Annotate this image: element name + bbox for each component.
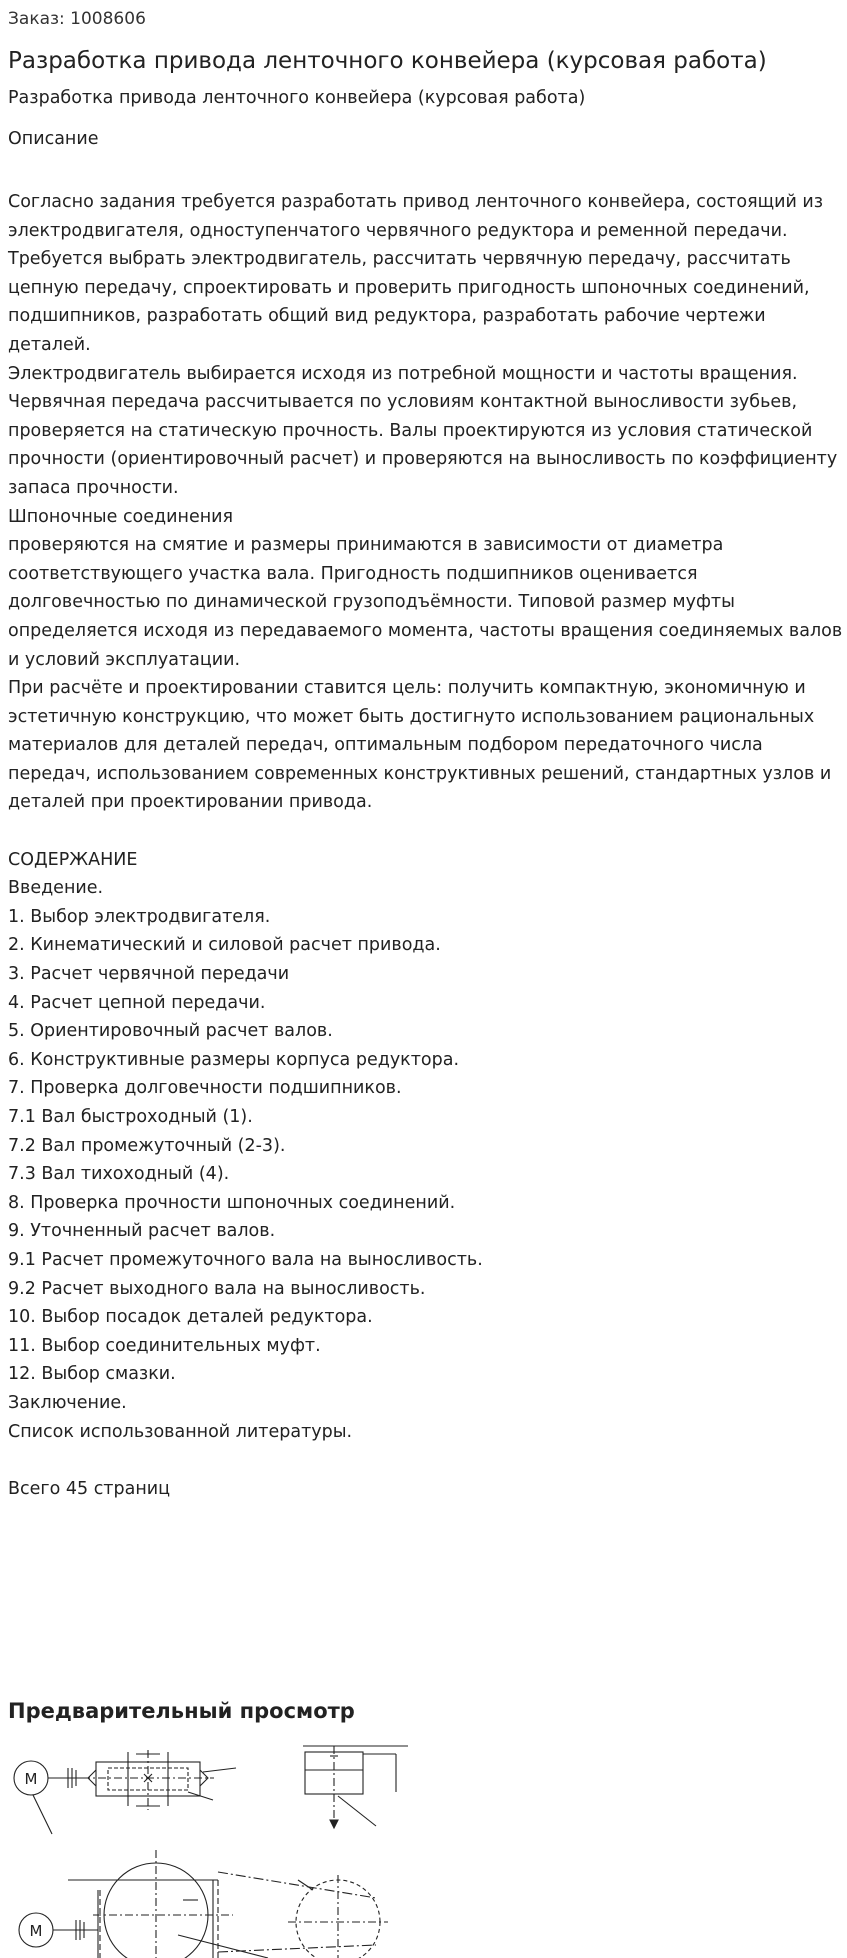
- contents-item: 7. Проверка долговечности подшипников.: [8, 1078, 402, 1099]
- contents-item: Введение.: [8, 878, 104, 899]
- contents-item: 2. Кинематический и силовой расчет привода.: [8, 935, 441, 956]
- description-text: [8, 188, 843, 817]
- contents-label: СОДЕРЖАНИЕ: [8, 849, 138, 870]
- contents-item: 8. Проверка прочности шпоночных соединений.: [8, 1192, 456, 1213]
- contents-item: 9. Уточненный расчет валов.: [8, 1221, 276, 1242]
- page-title: Разработка привода ленточного конвейера (курсовая работа): [8, 48, 767, 74]
- contents-item: Список использованной литературы.: [8, 1421, 353, 1442]
- contents-item: 12. Выбор смазки.: [8, 1364, 176, 1385]
- description-paragraph: проверяются на смятие и размеры принимаются в зависимости от диаметра соответствующего участка вала. Пригодность подшипников оценивается долговечностью по динамической грузоподъёмности. Типовой размер муфты определяется исходя из передаваемого момента, частоты вращения соединяемых валов и условий эксплуатации.: [8, 535, 843, 670]
- contents-item: 1. Выбор электродвигателя.: [8, 906, 271, 927]
- contents-item: 5. Ориентировочный расчет валов.: [8, 1021, 333, 1042]
- contents-item: 7.2 Вал промежуточный (2-3).: [8, 1135, 286, 1156]
- contents-item: 7.1 Вал быстроходный (1).: [8, 1107, 253, 1127]
- motor-label-bottom: M: [29, 1922, 43, 1940]
- contents-item: 4. Расчет цепной передачи.: [8, 992, 266, 1013]
- contents-item: 7.3 Вал тихоходный (4).: [8, 1164, 230, 1185]
- motor-label-top: M: [24, 1770, 38, 1788]
- page-subtitle: Разработка привода ленточного конвейера (курсовая работа): [8, 88, 586, 108]
- preview-image: [8, 1740, 418, 1958]
- description-paragraph: Согласно задания требуется разработать привод ленточного конвейера, состоящий из электродвигателя, одноступенчатого червячного редуктора и ременной передачи.: [8, 192, 824, 241]
- description-paragraph: Электродвигатель выбирается исходя из потребной мощности и частоты вращения. Червячная передача рассчитывается по условиям контактной выносливости зубьев, проверяется на статическую прочность. Валы проектируются из условия статической прочности (ориентировочный расчет) и проверяются на выносливость по коэффициенту запаса прочности.: [8, 363, 838, 498]
- table-of-contents: [8, 846, 838, 1446]
- contents-item: 10. Выбор посадок деталей редуктора.: [8, 1307, 373, 1328]
- contents-item: Заключение.: [8, 1392, 127, 1413]
- preview-heading: Предварительный просмотр: [8, 1699, 355, 1723]
- description-paragraph: Шпоночные соединения: [8, 506, 234, 527]
- description-label: Описание: [8, 129, 99, 149]
- contents-item: 6. Конструктивные размеры корпуса редуктора.: [8, 1049, 460, 1070]
- drive-schematic-drawing: [8, 1740, 418, 1958]
- contents-item: 11. Выбор соединительных муфт.: [8, 1335, 321, 1356]
- order-number: Заказ: 1008606: [8, 9, 146, 29]
- contents-item: 9.1 Расчет промежуточного вала на выносливость.: [8, 1249, 483, 1270]
- contents-item: 9.2 Расчет выходного вала на выносливость.: [8, 1278, 426, 1299]
- description-paragraph: При расчёте и проектировании ставится цель: получить компактную, экономичную и эстетичную конструкцию, что может быть достигнуто использованием рациональных материалов для деталей передач, оптимальным подбором передаточного числа передач, использованием современных конструктивных решений, стандартных узлов и деталей при проектировании привода.: [8, 678, 832, 813]
- document-page: [8, 0, 843, 1503]
- total-pages: Всего 45 страниц: [8, 1478, 171, 1499]
- contents-item: 3. Расчет червячной передачи: [8, 964, 290, 985]
- description-paragraph: Требуется выбрать электродвигатель, рассчитать червячную передачу, рассчитать цепную передачу, спроектировать и проверить пригодность шпоночных соединений, подшипников, разработать общий вид редуктора, разработать рабочие чертежи деталей.: [8, 249, 810, 355]
